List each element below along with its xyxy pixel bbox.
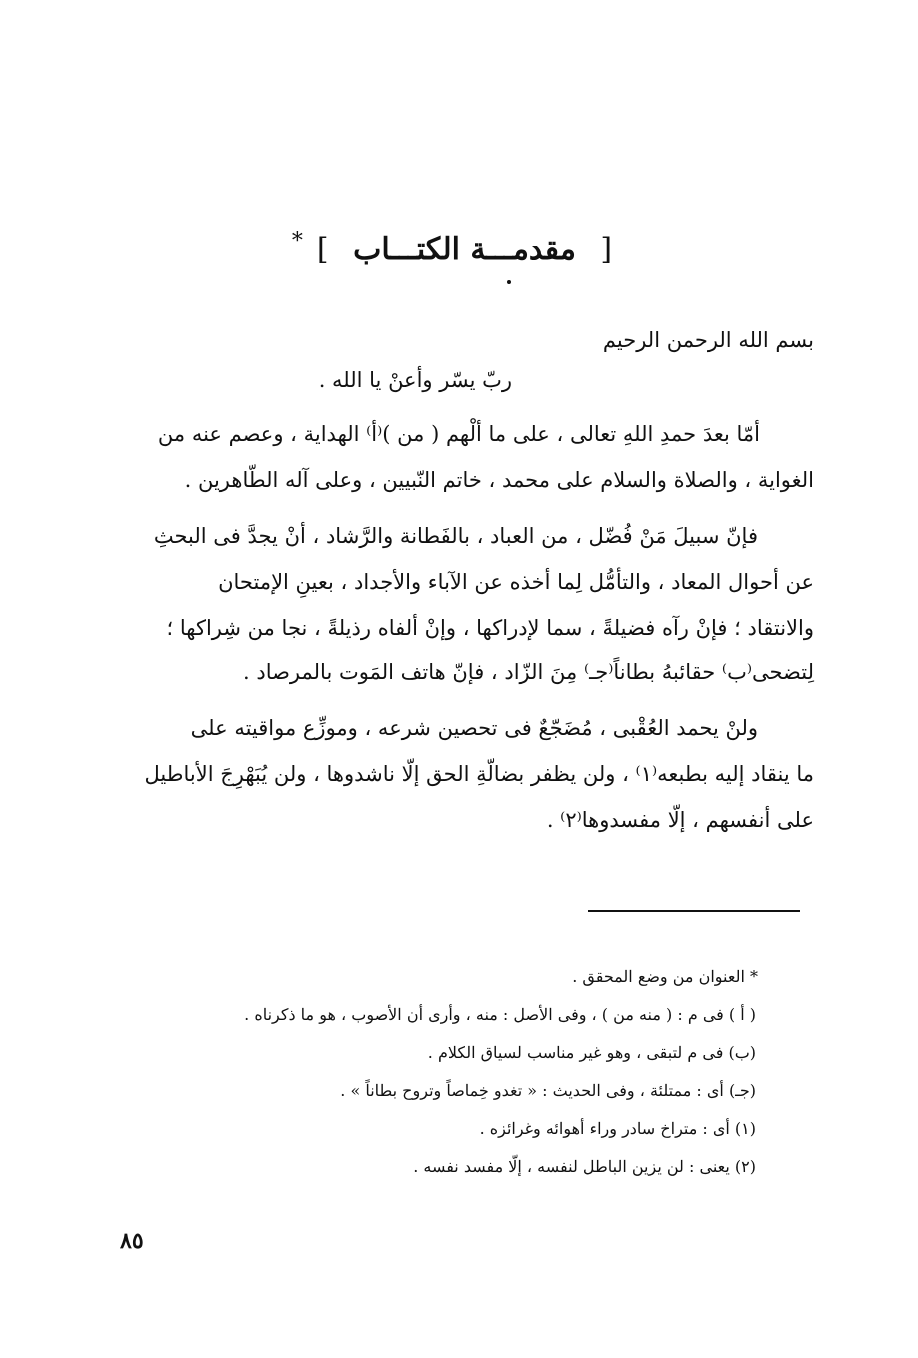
paragraph-2-line-3: والانتقاد ؛ فإنْ رآه فضيلةً ، سما لإدراكها ، وإنْ ألفاه رذيلةً ، نجا من شِراكها ؛ — [166, 616, 814, 640]
page-number: ٨٥ — [120, 1228, 144, 1254]
decorative-dot — [507, 280, 511, 284]
invocation: ربّ يسّر وأعنْ يا الله . — [318, 368, 512, 392]
footnote-j: (جـ) أى : ممتلئة ، وفى الحديث : « تغدو خِماصاً وتروح بطاناً » . — [340, 1081, 756, 1100]
paragraph-3-line-3: على أنفسهم ، إلّا مفسدوها⁽٢⁾ . — [546, 808, 814, 832]
paragraph-2-line-4: لِتضحى⁽ب⁾ حقائبهُ بطاناً⁽جـ⁾ مِنَ الزّاد ، فإنّ هاتف المَوت بالمرصاد . — [243, 660, 814, 684]
footnote-a: ( أ ) فى م : ( منه من ) ، وفى الأصل : منه ، وأرى أن الأصوب ، هو ما ذكرناه . — [244, 1005, 756, 1024]
paragraph-1-line-2: الغواية ، والصلاة والسلام على محمد ، خاتم النّبيين ، وعلى آله الطّاهرين . — [184, 468, 814, 492]
title-close-bracket: ] — [316, 232, 329, 267]
footnote-2: (٢) يعنى : لن يزين الباطل لنفسه ، إلّا مفسد نفسه . — [413, 1157, 756, 1176]
paragraph-2-line-2: عن أحوال المعاد ، والتأمُّل لِما أخذه عن الآباء والأجداد ، بعينِ الإمتحان — [218, 570, 814, 594]
paragraph-2-line-1: فإنّ سبيلَ مَنْ فُضّل ، من العباد ، بالفَطانة والرَّشاد ، أنْ يجدَّ فى البحثِ — [153, 524, 758, 548]
chapter-title — [0, 220, 918, 272]
paragraph-3-line-1: ولنْ يحمد العُقْبى ، مُضَجّعٌ فى تحصين شرعه ، وموزِّع مواقيته على — [190, 716, 758, 740]
title-text: مقدمـــة الكتـــاب — [353, 232, 576, 267]
title-open-bracket: [ — [600, 232, 613, 267]
basmala: بسم الله الرحمن الرحيم — [602, 328, 814, 352]
paragraph-3-line-2: ما ينقاد إليه بطبعه⁽١⁾ ، ولن يظفر بضالّةِ الحق إلّا ناشدوها ، ولن يُبَهْرِجَ الأباطيل — [144, 762, 814, 786]
footnote-b: (ب) فى م لتبقى ، وهو غير مناسب لسياق الكلام . — [427, 1043, 756, 1062]
footnote-separator — [588, 910, 800, 912]
footnote-title: * العنوان من وضع المحقق . — [572, 967, 758, 986]
paragraph-1-line-1: أمّا بعدَ حمدِ اللهِ تعالى ، على ما ألْهم ( من )⁽أ⁾ الهداية ، وعصم عنه من — [157, 422, 760, 446]
title-footnote-mark: * — [291, 229, 303, 254]
footnote-1: (١) أى : متراخ سادر وراء أهوائه وغرائزه . — [479, 1119, 756, 1138]
